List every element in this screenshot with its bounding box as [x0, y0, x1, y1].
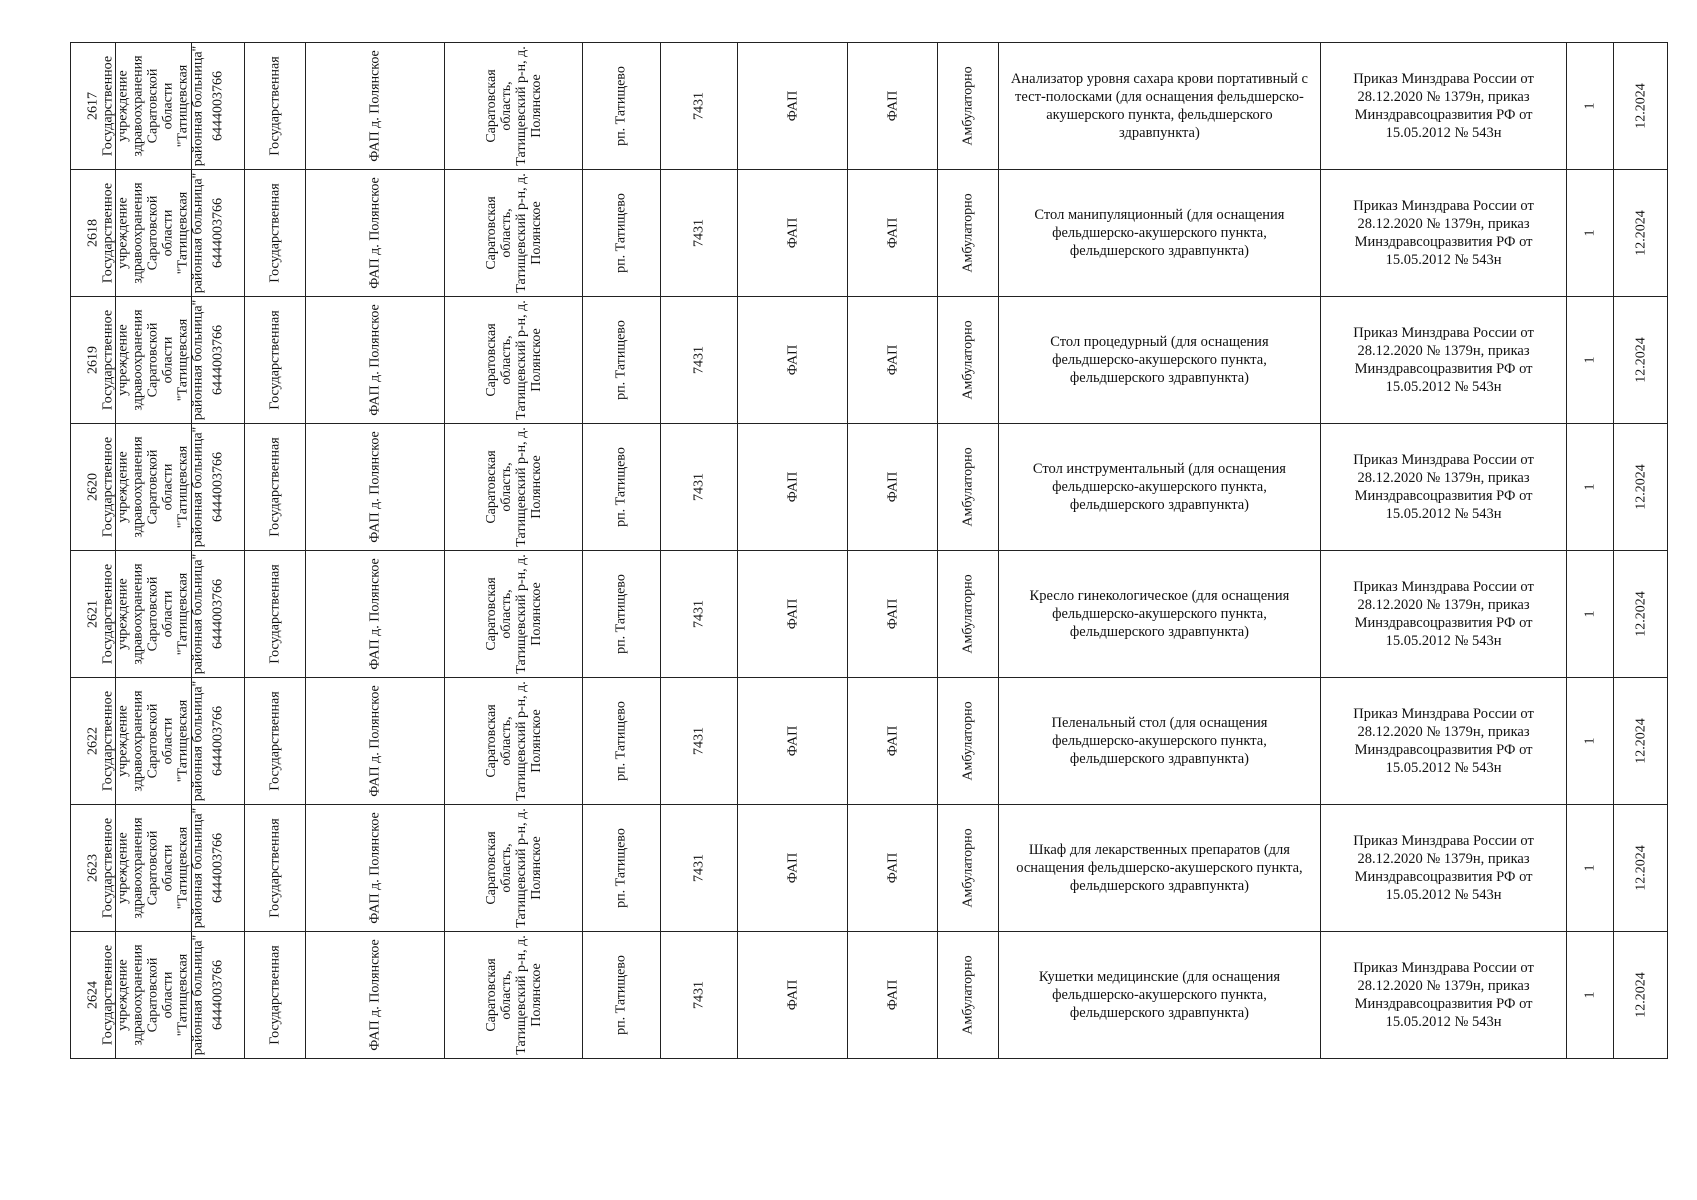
facility-cell: [305, 297, 445, 424]
quantity-cell: [1566, 297, 1613, 424]
code: 7431: [691, 600, 707, 628]
ownership-cell: [245, 170, 305, 297]
date-cell: [1614, 424, 1668, 551]
table-row: [71, 424, 1668, 551]
ownership-cell: [245, 297, 305, 424]
regulatory-order: Приказ Минздрава России от 28.12.2020 № 1379н, приказ Минздравсоцразвития РФ от 15.05.2012 № 543н: [1353, 579, 1534, 649]
settlement-cell: [583, 424, 660, 551]
facility-type: ФАП: [785, 979, 800, 1011]
equipment-cell: [998, 551, 1321, 678]
inn-cell: [191, 43, 245, 170]
facility-subtype: ФАП: [885, 979, 901, 1011]
order-cell: [1321, 932, 1566, 1059]
quantity-cell: [1566, 424, 1613, 551]
settlement: рп. Татищево: [613, 701, 629, 781]
care-condition: Амбулаторно: [960, 701, 976, 781]
code: 7431: [691, 473, 707, 501]
code-cell: [660, 43, 737, 170]
settlement: рп. Татищево: [613, 66, 629, 146]
organization-cell: [100, 297, 206, 424]
type1-cell: [738, 805, 848, 932]
equipment-name: Кресло гинекологическое (для оснащения фельдшерско-акушерского пункта, фельдшерского здравпункта): [1029, 588, 1290, 640]
facility-subtype: ФАП: [885, 90, 901, 122]
row-number: 2621: [85, 600, 101, 628]
address-cell: [445, 43, 583, 170]
equipment-cell: [998, 170, 1321, 297]
facility-address: Саратовская область, Татищевский р-н, д. Полянское: [483, 300, 544, 420]
address-cell: [445, 678, 583, 805]
due-date: 12.2024: [1633, 718, 1649, 764]
date-cell: [1614, 43, 1668, 170]
settlement-cell: [583, 932, 660, 1059]
table-row: [71, 805, 1668, 932]
equipment-name: Шкаф для лекарственных препаратов (для оснащения фельдшерско-акушерского пункта, фельдшерского здравпункта): [1016, 842, 1303, 894]
facility-name: ФАП д. Полянское: [367, 304, 383, 416]
quantity: 1: [1582, 737, 1598, 745]
care-cell: [938, 43, 998, 170]
organization-name: Государственное учреждение здравоохранения Саратовской области "Татищевская районная больница": [100, 426, 206, 548]
facility-cell: [305, 932, 445, 1059]
facility-name: ФАП д. Полянское: [367, 50, 383, 162]
address-cell: [445, 551, 583, 678]
inn-cell: [191, 551, 245, 678]
organization-name: Государственное учреждение здравоохранения Саратовской области "Татищевская районная больница": [100, 553, 206, 675]
type1-cell: [738, 424, 848, 551]
address-cell: [445, 297, 583, 424]
quantity: 1: [1582, 864, 1598, 872]
equipment-cell: [998, 43, 1321, 170]
care-condition: Амбулаторно: [960, 320, 976, 400]
table-row: [71, 297, 1668, 424]
equipment-name: Анализатор уровня сахара крови портативный с тест-полосками (для оснащения фельдшерско-акушерского пункта, фельдшерского здравпункта): [1010, 71, 1308, 141]
quantity-cell: [1566, 551, 1613, 678]
facility-address: Саратовская область, Татищевский р-н, д. Полянское: [483, 46, 544, 166]
code-cell: [660, 170, 737, 297]
organization-cell: [100, 805, 206, 932]
equipment-name: Стол инструментальный (для оснащения фельдшерско-акушерского пункта, фельдшерского здравпункта): [1032, 461, 1286, 513]
inn: 6444003766: [210, 325, 226, 395]
type1-cell: [738, 297, 848, 424]
regulatory-order: Приказ Минздрава России от 28.12.2020 № 1379н, приказ Минздравсоцразвития РФ от 15.05.2012 № 543н: [1353, 706, 1534, 776]
code-cell: [660, 297, 737, 424]
settlement: рп. Татищево: [613, 955, 629, 1035]
facility-name: ФАП д. Полянское: [367, 812, 383, 924]
quantity-cell: [1566, 932, 1613, 1059]
facility-type: ФАП: [785, 852, 800, 884]
care-cell: [938, 551, 998, 678]
ownership-cell: [245, 551, 305, 678]
inn: 6444003766: [210, 71, 226, 141]
row-number: 2624: [85, 981, 101, 1009]
inn-cell: [191, 932, 245, 1059]
settlement-cell: [583, 805, 660, 932]
address-cell: [445, 932, 583, 1059]
facility-type: ФАП: [785, 217, 800, 249]
equipment-name: Пеленальный стол (для оснащения фельдшерско-акушерского пункта, фельдшерского здравпункта): [1051, 715, 1268, 767]
organization-cell: [100, 551, 206, 678]
type2-cell: [847, 551, 937, 678]
inn-cell: [191, 805, 245, 932]
type1-cell: [738, 170, 848, 297]
facility-name: ФАП д. Полянское: [367, 685, 383, 797]
code: 7431: [691, 727, 707, 755]
organization-name: Государственное учреждение здравоохранения Саратовской области "Татищевская районная больница": [100, 299, 206, 421]
regulatory-order: Приказ Минздрава России от 28.12.2020 № 1379н, приказ Минздравсоцразвития РФ от 15.05.2012 № 543н: [1353, 71, 1534, 141]
ownership-cell: [245, 424, 305, 551]
ownership-form: Государственная: [267, 310, 283, 410]
care-condition: Амбулаторно: [960, 66, 976, 146]
organization-cell: [100, 43, 206, 170]
inn: 6444003766: [210, 579, 226, 649]
inn: 6444003766: [210, 706, 226, 776]
facility-address: Саратовская область, Татищевский р-н, д. Полянское: [483, 554, 544, 674]
due-date: 12.2024: [1633, 464, 1649, 510]
type2-cell: [847, 170, 937, 297]
table-row: [71, 678, 1668, 805]
type2-cell: [847, 678, 937, 805]
settlement-cell: [583, 170, 660, 297]
due-date: 12.2024: [1633, 210, 1649, 256]
code: 7431: [691, 981, 707, 1009]
care-cell: [938, 424, 998, 551]
inn-cell: [191, 678, 245, 805]
facility-name: ФАП д. Полянское: [367, 431, 383, 543]
date-cell: [1614, 297, 1668, 424]
ownership-form: Государственная: [267, 183, 283, 283]
facility-address: Саратовская область, Татищевский р-н, д. Полянское: [483, 173, 544, 293]
date-cell: [1614, 551, 1668, 678]
quantity: 1: [1582, 102, 1598, 110]
equipment-name: Стол манипуляционный (для оснащения фельдшерско-акушерского пункта, фельдшерского здравпункта): [1034, 207, 1285, 259]
settlement: рп. Татищево: [613, 574, 629, 654]
code: 7431: [691, 346, 707, 374]
facility-type: ФАП: [785, 90, 800, 122]
table-row: [71, 170, 1668, 297]
care-cell: [938, 170, 998, 297]
type1-cell: [738, 932, 848, 1059]
quantity-cell: [1566, 43, 1613, 170]
facility-address: Саратовская область, Татищевский р-н, д. Полянское: [483, 808, 544, 928]
quantity: 1: [1582, 991, 1598, 999]
order-cell: [1321, 678, 1566, 805]
regulatory-order: Приказ Минздрава России от 28.12.2020 № 1379н, приказ Минздравсоцразвития РФ от 15.05.2012 № 543н: [1353, 833, 1534, 903]
facility-cell: [305, 43, 445, 170]
code: 7431: [691, 219, 707, 247]
facility-type: ФАП: [785, 598, 800, 630]
order-cell: [1321, 805, 1566, 932]
ownership-cell: [245, 678, 305, 805]
care-cell: [938, 678, 998, 805]
organization-name: Государственное учреждение здравоохранения Саратовской области "Татищевская районная больница": [100, 807, 206, 929]
row-number: 2620: [85, 473, 101, 501]
code: 7431: [691, 92, 707, 120]
ownership-cell: [245, 805, 305, 932]
type2-cell: [847, 932, 937, 1059]
row-number: 2622: [85, 727, 101, 755]
ownership-form: Государственная: [267, 691, 283, 791]
inn: 6444003766: [210, 452, 226, 522]
row-number: 2619: [85, 346, 101, 374]
order-cell: [1321, 424, 1566, 551]
table-row: [71, 932, 1668, 1059]
inn: 6444003766: [210, 960, 226, 1030]
type2-cell: [847, 297, 937, 424]
equipment-cell: [998, 805, 1321, 932]
address-cell: [445, 170, 583, 297]
date-cell: [1614, 932, 1668, 1059]
due-date: 12.2024: [1633, 83, 1649, 129]
facility-cell: [305, 805, 445, 932]
ownership-form: Государственная: [267, 818, 283, 918]
facility-cell: [305, 424, 445, 551]
settlement-cell: [583, 297, 660, 424]
row-number: 2617: [85, 92, 101, 120]
equipment-table: [70, 42, 1668, 1059]
settlement-cell: [583, 551, 660, 678]
due-date: 12.2024: [1633, 591, 1649, 637]
ownership-form: Государственная: [267, 945, 283, 1045]
type2-cell: [847, 805, 937, 932]
facility-name: ФАП д. Полянское: [367, 558, 383, 670]
care-cell: [938, 805, 998, 932]
regulatory-order: Приказ Минздрава России от 28.12.2020 № 1379н, приказ Минздравсоцразвития РФ от 15.05.2012 № 543н: [1353, 198, 1534, 268]
organization-cell: [100, 424, 206, 551]
order-cell: [1321, 43, 1566, 170]
facility-type: ФАП: [785, 344, 800, 376]
ownership-cell: [245, 932, 305, 1059]
facility-cell: [305, 170, 445, 297]
order-cell: [1321, 297, 1566, 424]
date-cell: [1614, 678, 1668, 805]
facility-cell: [305, 678, 445, 805]
facility-subtype: ФАП: [885, 598, 901, 630]
quantity: 1: [1582, 483, 1598, 491]
inn: 6444003766: [210, 198, 226, 268]
facility-address: Саратовская область, Татищевский р-н, д. Полянское: [483, 935, 544, 1055]
due-date: 12.2024: [1633, 845, 1649, 891]
settlement: рп. Татищево: [613, 447, 629, 527]
quantity: 1: [1582, 229, 1598, 237]
inn-cell: [191, 170, 245, 297]
settlement: рп. Татищево: [613, 320, 629, 400]
organization-name: Государственное учреждение здравоохранения Саратовской области "Татищевская районная больница": [100, 934, 206, 1056]
ownership-form: Государственная: [267, 564, 283, 664]
quantity: 1: [1582, 356, 1598, 364]
facility-subtype: ФАП: [885, 852, 901, 884]
type1-cell: [738, 43, 848, 170]
settlement-cell: [583, 678, 660, 805]
organization-cell: [100, 678, 206, 805]
facility-cell: [305, 551, 445, 678]
settlement-cell: [583, 43, 660, 170]
equipment-cell: [998, 932, 1321, 1059]
type1-cell: [738, 551, 848, 678]
inn-cell: [191, 297, 245, 424]
inn: 6444003766: [210, 833, 226, 903]
settlement: рп. Татищево: [613, 828, 629, 908]
code-cell: [660, 805, 737, 932]
facility-subtype: ФАП: [885, 471, 901, 503]
type2-cell: [847, 424, 937, 551]
care-condition: Амбулаторно: [960, 955, 976, 1035]
organization-name: Государственное учреждение здравоохранения Саратовской области "Татищевская районная больница": [100, 45, 206, 167]
order-cell: [1321, 551, 1566, 678]
equipment-cell: [998, 424, 1321, 551]
organization-cell: [100, 170, 206, 297]
care-condition: Амбулаторно: [960, 193, 976, 273]
facility-subtype: ФАП: [885, 217, 901, 249]
organization-name: Государственное учреждение здравоохранения Саратовской области "Татищевская районная больница": [100, 680, 206, 802]
code: 7431: [691, 854, 707, 882]
quantity-cell: [1566, 805, 1613, 932]
address-cell: [445, 424, 583, 551]
regulatory-order: Приказ Минздрава России от 28.12.2020 № 1379н, приказ Минздравсоцразвития РФ от 15.05.2012 № 543н: [1353, 325, 1534, 395]
facility-name: ФАП д. Полянское: [367, 939, 383, 1051]
facility-type: ФАП: [785, 471, 800, 503]
facility-subtype: ФАП: [885, 344, 901, 376]
facility-type: ФАП: [785, 725, 800, 757]
care-cell: [938, 932, 998, 1059]
row-number: 2618: [85, 219, 101, 247]
code-cell: [660, 551, 737, 678]
ownership-cell: [245, 43, 305, 170]
ownership-form: Государственная: [267, 56, 283, 156]
quantity-cell: [1566, 678, 1613, 805]
equipment-name: Кушетки медицинские (для оснащения фельдшерско-акушерского пункта, фельдшерского здравпункта): [1038, 969, 1280, 1021]
care-condition: Амбулаторно: [960, 574, 976, 654]
type1-cell: [738, 678, 848, 805]
type2-cell: [847, 43, 937, 170]
ownership-form: Государственная: [267, 437, 283, 537]
quantity-cell: [1566, 170, 1613, 297]
care-condition: Амбулаторно: [960, 828, 976, 908]
address-cell: [445, 805, 583, 932]
date-cell: [1614, 170, 1668, 297]
care-condition: Амбулаторно: [960, 447, 976, 527]
due-date: 12.2024: [1633, 337, 1649, 383]
code-cell: [660, 424, 737, 551]
inn-cell: [191, 424, 245, 551]
settlement: рп. Татищево: [613, 193, 629, 273]
table-row: [71, 551, 1668, 678]
care-cell: [938, 297, 998, 424]
code-cell: [660, 678, 737, 805]
equipment-cell: [998, 678, 1321, 805]
organization-name: Государственное учреждение здравоохранения Саратовской области "Татищевская районная больница": [100, 172, 206, 294]
equipment-name: Стол процедурный (для оснащения фельдшерско-акушерского пункта, фельдшерского здравпункта): [1050, 334, 1269, 386]
quantity: 1: [1582, 610, 1598, 618]
organization-cell: [100, 932, 206, 1059]
table-row: [71, 43, 1668, 170]
facility-address: Саратовская область, Татищевский р-н, д. Полянское: [483, 681, 544, 801]
equipment-cell: [998, 297, 1321, 424]
regulatory-order: Приказ Минздрава России от 28.12.2020 № 1379н, приказ Минздравсоцразвития РФ от 15.05.2012 № 543н: [1353, 960, 1534, 1030]
regulatory-order: Приказ Минздрава России от 28.12.2020 № 1379н, приказ Минздравсоцразвития РФ от 15.05.2012 № 543н: [1353, 452, 1534, 522]
code-cell: [660, 932, 737, 1059]
facility-address: Саратовская область, Татищевский р-н, д. Полянское: [483, 427, 544, 547]
facility-name: ФАП д. Полянское: [367, 177, 383, 289]
row-number: 2623: [85, 854, 101, 882]
facility-subtype: ФАП: [885, 725, 901, 757]
due-date: 12.2024: [1633, 972, 1649, 1018]
order-cell: [1321, 170, 1566, 297]
date-cell: [1614, 805, 1668, 932]
